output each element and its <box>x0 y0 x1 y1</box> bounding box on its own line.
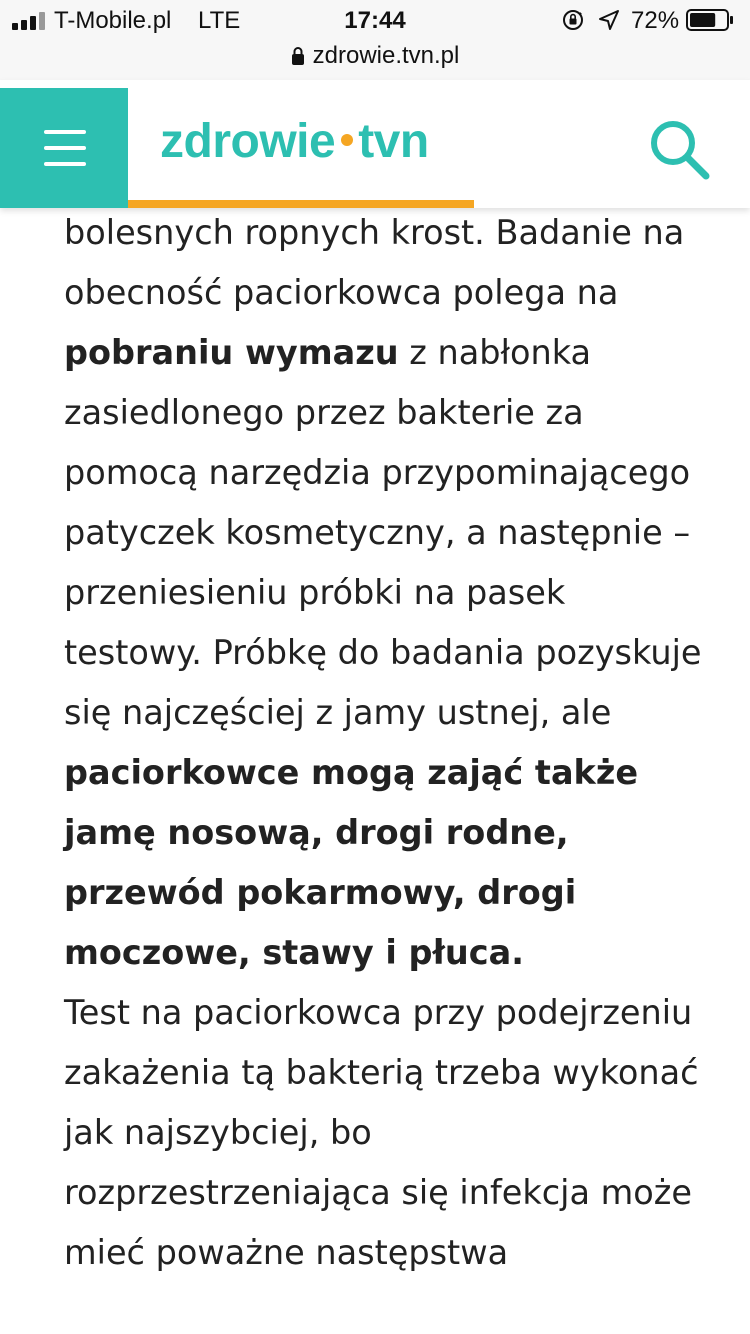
carrier-name: T-Mobile.pl <box>54 7 172 34</box>
site-header <box>0 80 750 208</box>
address-bar[interactable] <box>0 40 750 80</box>
battery-icon <box>686 9 734 31</box>
battery-percent: 72% <box>631 7 680 34</box>
search-icon[interactable] <box>646 116 712 182</box>
network-type: LTE <box>198 7 241 34</box>
logo-dot <box>341 134 353 146</box>
article-paragraph <box>64 983 704 1283</box>
location-arrow-icon <box>598 9 620 31</box>
logo-text-right: tvn <box>358 115 429 168</box>
article-paragraph <box>64 203 704 983</box>
article-body <box>64 203 704 1283</box>
status-bar <box>0 0 750 40</box>
text-segment: Test na paciorkowca przy podejrzeniu zakażenia tą bakterią trzeba wykonać jak najszybciej, bo rozprzestrzeniająca się infekcja może mieć poważne następstwa <box>64 993 699 1272</box>
text-segment: bolesnych ropnych krost. Badanie na obecność paciorkowca polega na <box>64 213 685 312</box>
menu-button[interactable] <box>0 88 128 208</box>
clock: 17:44 <box>344 7 406 34</box>
logo-text-left: zdrowie <box>160 115 336 168</box>
text-segment: z nabłonka zasiedlonego przez bakterie za pomocą narzędzia przypominającego patyczek kosmetyczny, a następnie – przeniesieniu próbki na pasek testowy. Próbkę do badania pozyskuje się najczęściej z jamy ustnej, ale <box>64 333 702 732</box>
logo-underline <box>128 200 474 208</box>
lock-icon <box>291 46 305 66</box>
bold-text-segment: paciorkowce mogą zająć także jamę nosową, drogi rodne, przewód pokarmowy, drogi moczowe, stawy i płuca. <box>64 753 639 972</box>
site-logo[interactable] <box>160 114 429 169</box>
bold-text-segment: pobraniu wymazu <box>64 333 399 372</box>
rotation-lock-icon <box>561 8 585 32</box>
url-text[interactable]: zdrowie.tvn.pl <box>312 42 460 69</box>
